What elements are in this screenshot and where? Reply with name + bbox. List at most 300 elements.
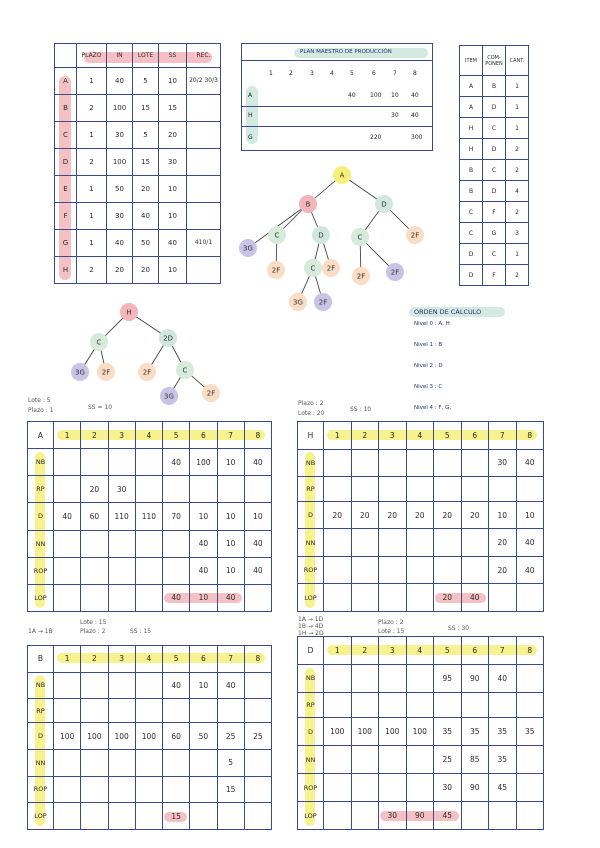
mrp-cell bbox=[351, 556, 379, 584]
mrp-cell bbox=[81, 749, 108, 776]
mrp-cell: 40 bbox=[244, 449, 271, 476]
mrp-row-label: D bbox=[28, 503, 54, 530]
tree-node-label: 2F bbox=[390, 268, 400, 277]
items-cell: H bbox=[55, 257, 77, 284]
mrp-cell bbox=[461, 692, 489, 717]
mrp-period: 6 bbox=[461, 422, 489, 450]
mps-cell: 40 bbox=[411, 92, 419, 99]
mrp-cell bbox=[81, 776, 108, 803]
mps-cell: 300 bbox=[411, 134, 423, 141]
mrp-cell bbox=[54, 476, 81, 503]
mrp-cell bbox=[108, 803, 135, 830]
tree-node-label: 3G bbox=[243, 244, 253, 253]
mrp-cell: 40 bbox=[217, 672, 244, 699]
items-cell: 20 bbox=[107, 257, 133, 284]
mrp-cell bbox=[324, 802, 352, 830]
mrp-cell: 40 bbox=[516, 449, 544, 477]
mrp-cell bbox=[379, 774, 407, 802]
mrp-cell: 10 bbox=[516, 501, 544, 529]
mrp-cell: 35 bbox=[489, 746, 517, 774]
items-cell: 20 bbox=[133, 257, 159, 284]
mps-period: 3 bbox=[310, 70, 314, 77]
tree-node-label: C bbox=[357, 233, 363, 242]
bom-cell: 1 bbox=[506, 118, 529, 139]
tree-node-label: C bbox=[310, 264, 316, 273]
mps-cell: 10 bbox=[391, 92, 399, 99]
mrp-row bbox=[28, 776, 272, 803]
tree-node-label: D bbox=[318, 231, 324, 240]
tree-node-label: C bbox=[96, 338, 102, 347]
mrp-cell bbox=[406, 556, 434, 584]
mrp-header-row bbox=[298, 637, 544, 665]
mrp-cell bbox=[406, 664, 434, 692]
mrp-cell bbox=[108, 557, 135, 584]
mrp-row bbox=[28, 449, 272, 476]
mrp-note: SS : 10 bbox=[350, 406, 372, 413]
mrp-row-label: RP bbox=[298, 477, 324, 502]
mrp-cell bbox=[108, 672, 135, 699]
mrp-row bbox=[28, 557, 272, 584]
items-cell: 10 bbox=[159, 68, 187, 95]
bom-cell: D bbox=[460, 265, 483, 286]
mrp-period: 4 bbox=[135, 646, 162, 673]
mrp-row bbox=[28, 476, 272, 503]
bom-cell: B bbox=[460, 181, 483, 202]
mrp-row-label: LOP bbox=[298, 584, 324, 612]
mrp-cell bbox=[324, 692, 352, 717]
items-header-cell: IN bbox=[107, 44, 133, 68]
items-cell: C bbox=[55, 122, 77, 149]
tree-node-label: 2F bbox=[326, 264, 336, 273]
mrp-cell: 40 bbox=[163, 584, 190, 611]
bom-cell: G bbox=[483, 223, 506, 244]
mrp-cell: 20 bbox=[351, 501, 379, 529]
mrp-cell bbox=[351, 692, 379, 717]
mrp-cell bbox=[54, 776, 81, 803]
bom-cell: B bbox=[460, 160, 483, 181]
items-cell: 40 bbox=[107, 68, 133, 95]
mrp-row bbox=[28, 723, 272, 750]
mps-period: 4 bbox=[330, 70, 334, 77]
bom-cell: C bbox=[460, 202, 483, 223]
mrp-cell bbox=[108, 584, 135, 611]
mrp-note: SS : 15 bbox=[130, 628, 152, 635]
mrp-cell bbox=[81, 557, 108, 584]
items-cell: B bbox=[55, 95, 77, 122]
mrp-cell: 100 bbox=[406, 718, 434, 746]
mrp-cell bbox=[190, 699, 217, 723]
mrp-row bbox=[298, 477, 544, 502]
mrp-period: 6 bbox=[190, 646, 217, 673]
bom-cell: D bbox=[483, 139, 506, 160]
mrp-row-label: RP bbox=[28, 476, 54, 503]
mrp-cell bbox=[81, 699, 108, 723]
mrp-cell: 40 bbox=[190, 557, 217, 584]
items-cell: 20 bbox=[159, 122, 187, 149]
mrp-cell: 40 bbox=[461, 584, 489, 612]
mrp-cell: 35 bbox=[516, 718, 544, 746]
mrp-cell: 100 bbox=[81, 723, 108, 750]
mrp-cell bbox=[379, 746, 407, 774]
mrp-cell: 100 bbox=[379, 718, 407, 746]
items-cell: 20 bbox=[133, 176, 159, 203]
items-cell: F bbox=[55, 203, 77, 230]
mrp-cell bbox=[379, 584, 407, 612]
mrp-cell bbox=[516, 802, 544, 830]
mrp-item-label: H bbox=[298, 422, 324, 450]
mrp-period: 4 bbox=[406, 422, 434, 450]
mrp-cell bbox=[81, 530, 108, 557]
tree-node-label: 2F bbox=[356, 272, 366, 281]
mrp-row bbox=[28, 672, 272, 699]
mrp-row-label: ROP bbox=[28, 557, 54, 584]
mrp-period: 1 bbox=[54, 646, 81, 673]
mrp-cell bbox=[351, 449, 379, 477]
mrp-cell bbox=[244, 584, 271, 611]
mrp-header-row bbox=[28, 646, 272, 673]
bom-cell: 1 bbox=[506, 97, 529, 118]
bom-cell: F bbox=[483, 265, 506, 286]
mrp-cell: 45 bbox=[489, 774, 517, 802]
mrp-row bbox=[28, 749, 272, 776]
mrp-cell: 40 bbox=[244, 557, 271, 584]
tree-node-label: 2D bbox=[163, 334, 173, 343]
bom-cell: C bbox=[483, 244, 506, 265]
items-cell: 2 bbox=[77, 149, 107, 176]
items-cell: 1 bbox=[77, 203, 107, 230]
mrp-period: 7 bbox=[217, 422, 244, 449]
mrp-grid bbox=[27, 421, 272, 612]
mrp-period: 2 bbox=[81, 422, 108, 449]
mrp-cell bbox=[324, 529, 352, 557]
mrp-cell bbox=[163, 749, 190, 776]
bom-cell: 2 bbox=[506, 202, 529, 223]
tree-node-label: 3G bbox=[75, 368, 85, 377]
mrp-row bbox=[28, 530, 272, 557]
mrp-cell: 40 bbox=[163, 449, 190, 476]
mrp-cell bbox=[489, 584, 517, 612]
mrp-cell bbox=[406, 746, 434, 774]
bom-cell: 4 bbox=[506, 181, 529, 202]
mrp-cell: 10 bbox=[190, 584, 217, 611]
mps-row-label: H bbox=[248, 112, 253, 119]
calc-level: Nivel 1 : B bbox=[414, 342, 443, 348]
items-cell: 10 bbox=[159, 203, 187, 230]
tree-node-label: D bbox=[381, 200, 387, 209]
mrp-cell: 20 bbox=[434, 501, 462, 529]
mrp-cell bbox=[324, 449, 352, 477]
mrp-cell bbox=[54, 749, 81, 776]
tree-node-label: 2F bbox=[410, 231, 420, 240]
mrp-cell: 40 bbox=[489, 664, 517, 692]
mrp-period: 5 bbox=[163, 646, 190, 673]
items-cell: 30 bbox=[107, 122, 133, 149]
mrp-cell: 25 bbox=[244, 723, 271, 750]
mrp-cell bbox=[190, 803, 217, 830]
mps-row-label: A bbox=[248, 92, 253, 99]
mrp-cell bbox=[406, 692, 434, 717]
mrp-period: 4 bbox=[135, 422, 162, 449]
mrp-grid bbox=[297, 421, 544, 612]
mrp-cell bbox=[324, 477, 352, 502]
items-cell: 1 bbox=[77, 122, 107, 149]
mrp-cell bbox=[351, 584, 379, 612]
mrp-cell bbox=[324, 664, 352, 692]
mrp-cell bbox=[461, 477, 489, 502]
tree-node-label: C bbox=[274, 231, 280, 240]
mrp-cell bbox=[135, 672, 162, 699]
bom-cell: C bbox=[460, 223, 483, 244]
mrp-cell: 20 bbox=[489, 529, 517, 557]
tree-node-label: 2F bbox=[318, 298, 328, 307]
tree-h bbox=[71, 303, 220, 405]
mrp-period: 7 bbox=[489, 422, 517, 450]
mrp-cell bbox=[54, 584, 81, 611]
mrp-note: Lote : 20 bbox=[298, 410, 325, 417]
mrp-cell: 10 bbox=[217, 503, 244, 530]
mrp-cell: 20 bbox=[81, 476, 108, 503]
mrp-period: 2 bbox=[81, 646, 108, 673]
mrp-period: 1 bbox=[324, 422, 352, 450]
bom-cell: 1 bbox=[506, 244, 529, 265]
tree-node-label: H bbox=[126, 308, 132, 317]
mrp-row bbox=[28, 584, 272, 611]
bom-cell: D bbox=[483, 181, 506, 202]
mrp-cell bbox=[217, 699, 244, 723]
mrp-cell bbox=[81, 584, 108, 611]
mrp-cell: 30 bbox=[489, 449, 517, 477]
mrp-cell bbox=[461, 802, 489, 830]
items-header-cell: SS bbox=[159, 44, 187, 68]
mrp-cell bbox=[406, 774, 434, 802]
mrp-cell bbox=[489, 692, 517, 717]
mrp-cell bbox=[351, 477, 379, 502]
mrp-note: Lote : 15 bbox=[378, 628, 405, 635]
items-cell: 2 bbox=[77, 257, 107, 284]
mrp-cell bbox=[406, 584, 434, 612]
mrp-cell bbox=[217, 476, 244, 503]
mrp-cell bbox=[434, 449, 462, 477]
mrp-item-label: D bbox=[298, 637, 324, 665]
mrp-cell bbox=[324, 584, 352, 612]
mrp-cell bbox=[135, 803, 162, 830]
mrp-cell bbox=[54, 530, 81, 557]
mrp-note: 1A → 1D bbox=[298, 616, 324, 623]
mrp-cell bbox=[324, 556, 352, 584]
mrp-period: 2 bbox=[351, 422, 379, 450]
bom-cell: H bbox=[460, 139, 483, 160]
mrp-cell bbox=[163, 699, 190, 723]
mrp-cell: 40 bbox=[217, 584, 244, 611]
tree-a bbox=[239, 166, 424, 311]
mrp-cell: 30 bbox=[379, 802, 407, 830]
mrp-period: 6 bbox=[461, 637, 489, 665]
mrp-cell bbox=[244, 776, 271, 803]
mrp-cell bbox=[516, 664, 544, 692]
tree-node-label: 3G bbox=[164, 392, 174, 401]
mrp-row bbox=[298, 556, 544, 584]
mrp-row-label: RP bbox=[28, 699, 54, 723]
mrp-cell bbox=[434, 477, 462, 502]
tree-node-label: B bbox=[305, 200, 311, 209]
mrp-cell bbox=[54, 557, 81, 584]
bom-cell: A bbox=[460, 97, 483, 118]
mrp-period: 2 bbox=[351, 637, 379, 665]
mrp-row-label: NN bbox=[298, 529, 324, 557]
mrp-cell bbox=[190, 749, 217, 776]
items-header-cell: PLAZO bbox=[77, 44, 107, 68]
mrp-cell: 110 bbox=[108, 503, 135, 530]
mrp-cell bbox=[244, 476, 271, 503]
mrp-cell: 40 bbox=[163, 672, 190, 699]
mrp-period: 3 bbox=[379, 637, 407, 665]
mrp-cell bbox=[406, 477, 434, 502]
items-cell: 40 bbox=[133, 203, 159, 230]
mrp-cell bbox=[108, 776, 135, 803]
mrp-row-label: ROP bbox=[28, 776, 54, 803]
mrp-cell bbox=[351, 802, 379, 830]
mrp-row-label: D bbox=[298, 501, 324, 529]
bom-cell: C bbox=[483, 118, 506, 139]
mrp-cell bbox=[351, 774, 379, 802]
calc-level: Nivel 0 : A, H bbox=[414, 321, 450, 327]
mrp-cell bbox=[135, 476, 162, 503]
mrp-cell: 100 bbox=[351, 718, 379, 746]
items-cell: 1 bbox=[77, 230, 107, 257]
mrp-cell bbox=[516, 477, 544, 502]
mrp-cell bbox=[351, 529, 379, 557]
mrp-cell: 100 bbox=[54, 723, 81, 750]
mrp-period: 4 bbox=[406, 637, 434, 665]
mrp-period: 5 bbox=[434, 637, 462, 665]
bom-cell: H bbox=[460, 118, 483, 139]
mrp-cell: 25 bbox=[434, 746, 462, 774]
items-cell: 40 bbox=[159, 230, 187, 257]
mrp-note: Lote : 5 bbox=[28, 397, 51, 404]
mrp-row-label: NB bbox=[28, 672, 54, 699]
mrp-cell bbox=[351, 746, 379, 774]
mrp-cell bbox=[190, 476, 217, 503]
items-cell: 30 bbox=[107, 203, 133, 230]
mrp-period: 6 bbox=[190, 422, 217, 449]
mrp-note: Plazo : 2 bbox=[298, 400, 324, 407]
bom-cell: 2 bbox=[506, 160, 529, 181]
calc-level: Nivel 3 : C bbox=[414, 384, 443, 390]
items-cell: 5 bbox=[133, 68, 159, 95]
mrp-period: 8 bbox=[244, 646, 271, 673]
tree-node-label: C bbox=[182, 366, 188, 375]
mrp-period: 3 bbox=[108, 422, 135, 449]
mrp-row-label: NN bbox=[28, 749, 54, 776]
mrp-note: 1H → 2D bbox=[298, 630, 324, 637]
bom-header-cell: COM-PONEN bbox=[483, 46, 506, 76]
mrp-row-label: NB bbox=[28, 449, 54, 476]
mrp-period: 7 bbox=[489, 637, 517, 665]
items-cell: 1 bbox=[77, 176, 107, 203]
mrp-cell: 100 bbox=[190, 449, 217, 476]
mrp-row bbox=[298, 692, 544, 717]
mrp-cell bbox=[135, 449, 162, 476]
mrp-row bbox=[28, 503, 272, 530]
items-cell: 1 bbox=[77, 68, 107, 95]
calc-level: Nivel 2 : D bbox=[414, 363, 443, 369]
mrp-item-label: A bbox=[28, 422, 54, 449]
items-cell: 40 bbox=[107, 230, 133, 257]
mrp-row-label: RP bbox=[298, 692, 324, 717]
mps-period: 6 bbox=[372, 70, 376, 77]
mrp-row bbox=[298, 584, 544, 612]
mrp-cell bbox=[54, 699, 81, 723]
mrp-cell bbox=[379, 556, 407, 584]
mrp-cell bbox=[81, 803, 108, 830]
mrp-cell: 70 bbox=[163, 503, 190, 530]
mrp-cell bbox=[81, 449, 108, 476]
mrp-cell: 20 bbox=[434, 584, 462, 612]
mrp-period: 7 bbox=[217, 646, 244, 673]
mrp-cell: 90 bbox=[461, 774, 489, 802]
items-header-cell: REC. bbox=[187, 44, 221, 68]
mrp-period: 1 bbox=[54, 422, 81, 449]
bom-cell: D bbox=[460, 244, 483, 265]
mrp-row bbox=[298, 449, 544, 477]
mrp-cell bbox=[489, 802, 517, 830]
mrp-cell: 10 bbox=[489, 501, 517, 529]
mrp-cell bbox=[244, 749, 271, 776]
items-cell: 20/2 30/3 bbox=[187, 68, 221, 95]
mrp-cell: 85 bbox=[461, 746, 489, 774]
mrp-period: 8 bbox=[516, 637, 544, 665]
mrp-item-label: B bbox=[28, 646, 54, 673]
mrp-cell bbox=[406, 449, 434, 477]
mrp-row bbox=[28, 699, 272, 723]
items-cell: 100 bbox=[107, 95, 133, 122]
mrp-cell bbox=[108, 449, 135, 476]
mps-period: 1 bbox=[269, 70, 273, 77]
mrp-cell bbox=[135, 557, 162, 584]
mrp-row-label: ROP bbox=[298, 556, 324, 584]
tree-node-label: 2F bbox=[101, 368, 111, 377]
bom-header-cell: CANT. bbox=[506, 46, 529, 76]
items-header-cell: LOTE bbox=[133, 44, 159, 68]
items-cell: 410/1 bbox=[187, 230, 221, 257]
mps-period: 8 bbox=[413, 70, 417, 77]
mrp-cell bbox=[379, 529, 407, 557]
bom-header-cell: ITEM bbox=[460, 46, 483, 76]
mrp-note: Plazo : 2 bbox=[80, 628, 106, 635]
mrp-row-label: LOP bbox=[28, 803, 54, 830]
bom-cell: 2 bbox=[506, 265, 529, 286]
mps-period: 2 bbox=[289, 70, 293, 77]
mrp-row-label: NB bbox=[298, 664, 324, 692]
mrp-cell: 100 bbox=[108, 723, 135, 750]
items-cell: D bbox=[55, 149, 77, 176]
mrp-cell: 35 bbox=[461, 718, 489, 746]
mrp-cell bbox=[108, 699, 135, 723]
mrp-cell bbox=[54, 672, 81, 699]
items-cell: 100 bbox=[107, 149, 133, 176]
mrp-cell: 20 bbox=[489, 556, 517, 584]
mrp-cell bbox=[217, 803, 244, 830]
mrp-cell: 60 bbox=[163, 723, 190, 750]
mps-row-label: G bbox=[248, 134, 253, 141]
mrp-header-row bbox=[298, 422, 544, 450]
bom-cell: D bbox=[483, 97, 506, 118]
mrp-cell bbox=[135, 776, 162, 803]
mrp-cell bbox=[379, 477, 407, 502]
mrp-row bbox=[298, 802, 544, 830]
mrp-cell: 40 bbox=[244, 530, 271, 557]
mrp-cell bbox=[135, 749, 162, 776]
